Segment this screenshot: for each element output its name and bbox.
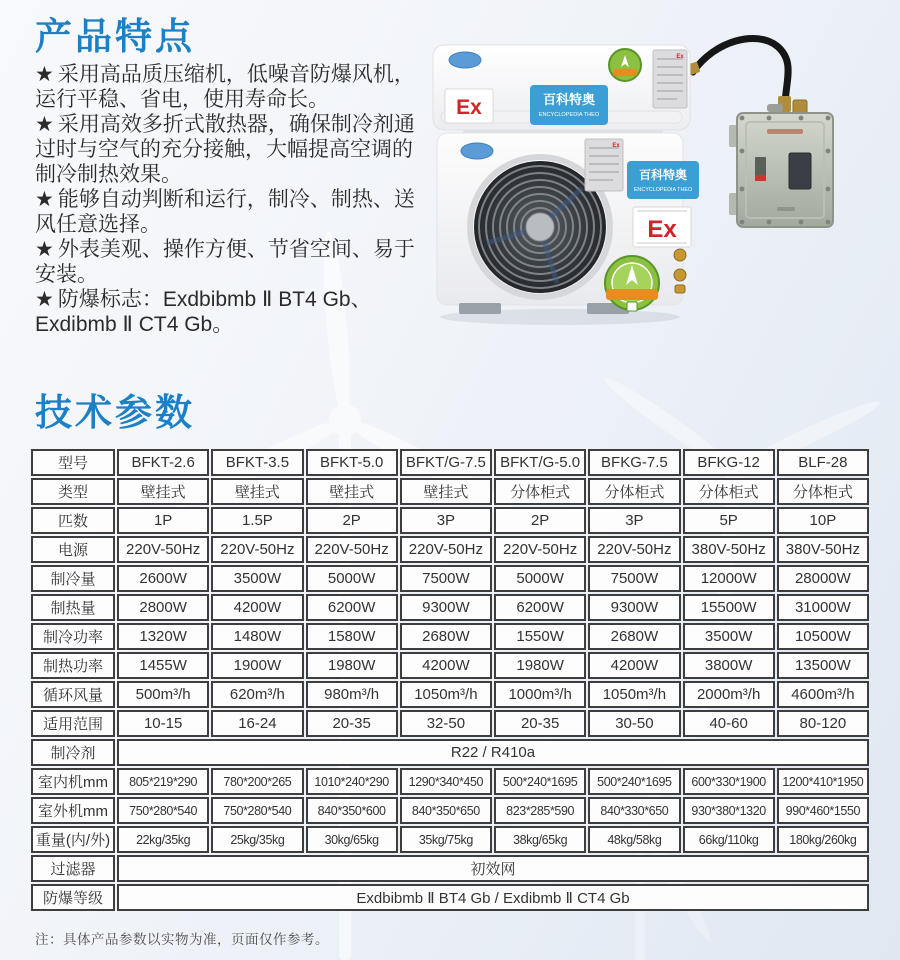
row-label: 室内机mm bbox=[31, 768, 115, 795]
spec-cell: 1980W bbox=[306, 652, 398, 679]
features-title: 产品特点 bbox=[35, 16, 195, 57]
spec-cell: 1980W bbox=[494, 652, 586, 679]
spec-cell: 66kg/110kg bbox=[683, 826, 775, 853]
brand-badge bbox=[530, 85, 608, 125]
spec-cell: 750*280*540 bbox=[117, 797, 209, 824]
row-label: 型号 bbox=[31, 449, 115, 476]
indoor-unit bbox=[433, 45, 690, 135]
spec-cell: 2000m³/h bbox=[683, 681, 775, 708]
spec-cell: BFKT-5.0 bbox=[306, 449, 398, 476]
table-row bbox=[31, 507, 869, 534]
spec-cell: 500*240*1695 bbox=[494, 768, 586, 795]
spec-cell: 80-120 bbox=[777, 710, 869, 737]
spec-cell: BFKT/G-7.5 bbox=[400, 449, 492, 476]
spec-cell: 分体柜式 bbox=[777, 478, 869, 505]
spec-cell: 15500W bbox=[683, 594, 775, 621]
spec-cell: 2P bbox=[306, 507, 398, 534]
spec-cell: 38kg/65kg bbox=[494, 826, 586, 853]
spec-cell: 10500W bbox=[777, 623, 869, 650]
spec-cell: 30kg/65kg bbox=[306, 826, 398, 853]
spec-cell: 7500W bbox=[588, 565, 680, 592]
outdoor-foot bbox=[459, 303, 501, 314]
spec-cell: BFKT/G-5.0 bbox=[494, 449, 586, 476]
row-label: 循环风量 bbox=[31, 681, 115, 708]
spec-cell: 3800W bbox=[683, 652, 775, 679]
spec-cell: 500m³/h bbox=[117, 681, 209, 708]
spec-cell: 6200W bbox=[306, 594, 398, 621]
spec-cell: 990*460*1550 bbox=[777, 797, 869, 824]
spec-cell: 13500W bbox=[777, 652, 869, 679]
spec-cell: 6200W bbox=[494, 594, 586, 621]
svg-text:百科特奥: 百科特奥 bbox=[638, 168, 688, 182]
spec-cell: 823*285*590 bbox=[494, 797, 586, 824]
spec-cell: 3500W bbox=[683, 623, 775, 650]
spec-cell: BFKG-7.5 bbox=[588, 449, 680, 476]
spec-cell: 10P bbox=[777, 507, 869, 534]
spec-cell: 35kg/75kg bbox=[400, 826, 492, 853]
spec-cell: 1290*340*450 bbox=[400, 768, 492, 795]
spec-table bbox=[29, 447, 871, 913]
star-icon: ★ bbox=[35, 63, 54, 86]
spec-cell: 840*350*650 bbox=[400, 797, 492, 824]
spec-cell: 4200W bbox=[211, 594, 303, 621]
spec-cell: 1010*240*290 bbox=[306, 768, 398, 795]
brand-badge bbox=[627, 161, 699, 199]
spec-cell: 780*200*265 bbox=[211, 768, 303, 795]
spec-cell: BFKT-3.5 bbox=[211, 449, 303, 476]
table-row bbox=[31, 826, 869, 853]
spec-cell: 30-50 bbox=[588, 710, 680, 737]
spec-cell: 3500W bbox=[211, 565, 303, 592]
spec-cell: 7500W bbox=[400, 565, 492, 592]
spec-plate bbox=[585, 139, 623, 191]
spec-cell: 2P bbox=[494, 507, 586, 534]
feature-text: 采用高效多折式散热器，确保制冷剂通过时与空气的充分接触，大幅提高空调的制冷制热效果。 bbox=[35, 113, 415, 186]
row-label: 重量(内/外) bbox=[31, 826, 115, 853]
spec-cell: 分体柜式 bbox=[494, 478, 586, 505]
spec-cell: 22kg/35kg bbox=[117, 826, 209, 853]
spec-cell: 48kg/58kg bbox=[588, 826, 680, 853]
feature-text: 能够自动判断和运行，制冷、制热、送风任意选择。 bbox=[35, 188, 415, 236]
ex-badge bbox=[633, 207, 691, 247]
row-label: 电源 bbox=[31, 536, 115, 563]
spec-cell: 220V-50Hz bbox=[306, 536, 398, 563]
spec-cell: 220V-50Hz bbox=[494, 536, 586, 563]
spec-cell: 1050m³/h bbox=[400, 681, 492, 708]
star-icon: ★ bbox=[35, 113, 54, 136]
svg-text:Ex: Ex bbox=[456, 96, 482, 119]
spec-cell: 980m³/h bbox=[306, 681, 398, 708]
ex-badge bbox=[445, 89, 493, 123]
table-row bbox=[31, 623, 869, 650]
spec-cell: 壁挂式 bbox=[117, 478, 209, 505]
spec-cell: 20-35 bbox=[494, 710, 586, 737]
spec-cell: 805*219*290 bbox=[117, 768, 209, 795]
table-row bbox=[31, 884, 869, 911]
eco-badge bbox=[609, 49, 641, 81]
spec-cell: 1200*410*1950 bbox=[777, 768, 869, 795]
spec-cell: 1P bbox=[117, 507, 209, 534]
spec-cell: 220V-50Hz bbox=[400, 536, 492, 563]
row-label: 室外机mm bbox=[31, 797, 115, 824]
table-row bbox=[31, 478, 869, 505]
spec-cell: 分体柜式 bbox=[683, 478, 775, 505]
svg-text:Ex: Ex bbox=[612, 143, 620, 149]
spec-cell: 620m³/h bbox=[211, 681, 303, 708]
spec-cell: 1550W bbox=[494, 623, 586, 650]
eco-badge bbox=[605, 256, 659, 311]
table-row bbox=[31, 449, 869, 476]
spec-cell: 2800W bbox=[117, 594, 209, 621]
spec-cell: 12000W bbox=[683, 565, 775, 592]
row-label: 制冷功率 bbox=[31, 623, 115, 650]
row-label: 类型 bbox=[31, 478, 115, 505]
spec-cell: 930*380*1320 bbox=[683, 797, 775, 824]
product-photo bbox=[415, 22, 895, 342]
feature-item bbox=[35, 287, 433, 337]
spec-cell: 1050m³/h bbox=[588, 681, 680, 708]
spec-cell: 1580W bbox=[306, 623, 398, 650]
row-label: 适用范围 bbox=[31, 710, 115, 737]
spec-cell: 2680W bbox=[588, 623, 680, 650]
svg-text:Ex: Ex bbox=[647, 216, 677, 243]
row-label: 制热功率 bbox=[31, 652, 115, 679]
spec-cell: 4200W bbox=[588, 652, 680, 679]
spec-cell: 380V-50Hz bbox=[777, 536, 869, 563]
spec-cell: 9300W bbox=[588, 594, 680, 621]
spec-cell: 840*330*650 bbox=[588, 797, 680, 824]
outdoor-unit bbox=[437, 133, 699, 325]
table-row bbox=[31, 681, 869, 708]
spec-cell: BFKG-12 bbox=[683, 449, 775, 476]
spec-cell: 5000W bbox=[306, 565, 398, 592]
power-cable bbox=[680, 38, 791, 112]
table-row bbox=[31, 594, 869, 621]
spec-cell: 750*280*540 bbox=[211, 797, 303, 824]
feature-text: 外表美观、操作方便、节省空间、易于安装。 bbox=[35, 238, 415, 286]
spec-cell: 600*330*1900 bbox=[683, 768, 775, 795]
spec-cell: 28000W bbox=[777, 565, 869, 592]
spec-cell-span: Exdbibmb Ⅱ BT4 Gb / Exdibmb Ⅱ CT4 Gb bbox=[117, 884, 869, 911]
row-label: 制热量 bbox=[31, 594, 115, 621]
features-list bbox=[35, 62, 433, 337]
row-label: 制冷剂 bbox=[31, 739, 115, 766]
spec-cell: 40-60 bbox=[683, 710, 775, 737]
spec-cell: 16-24 bbox=[211, 710, 303, 737]
table-row bbox=[31, 768, 869, 795]
spec-cell: 1455W bbox=[117, 652, 209, 679]
table-row bbox=[31, 710, 869, 737]
star-icon: ★ bbox=[35, 188, 54, 211]
spec-cell: 壁挂式 bbox=[211, 478, 303, 505]
table-row bbox=[31, 536, 869, 563]
spec-cell: 壁挂式 bbox=[306, 478, 398, 505]
svg-text:Ex: Ex bbox=[676, 54, 684, 60]
spec-cell: 25kg/35kg bbox=[211, 826, 303, 853]
feature-text: 采用高品质压缩机，低噪音防爆风机，运行平稳、省电，使用寿命长。 bbox=[35, 63, 415, 111]
valve-fittings bbox=[674, 249, 686, 293]
spec-cell: 3P bbox=[588, 507, 680, 534]
feature-text: 防爆标志：Exdbibmb Ⅱ BT4 Gb、Exdibmb Ⅱ CT4 Gb。 bbox=[35, 288, 372, 336]
spec-cell: 500*240*1695 bbox=[588, 768, 680, 795]
row-label: 过滤器 bbox=[31, 855, 115, 882]
spec-cell: BFKT-2.6 bbox=[117, 449, 209, 476]
row-label: 防爆等级 bbox=[31, 884, 115, 911]
spec-cell: 10-15 bbox=[117, 710, 209, 737]
spec-cell: 32-50 bbox=[400, 710, 492, 737]
spec-cell: 220V-50Hz bbox=[588, 536, 680, 563]
spec-cell: 20-35 bbox=[306, 710, 398, 737]
star-icon: ★ bbox=[35, 288, 54, 311]
spec-cell: 1320W bbox=[117, 623, 209, 650]
table-row bbox=[31, 855, 869, 882]
spec-cell: BLF-28 bbox=[777, 449, 869, 476]
feature-item bbox=[35, 62, 433, 112]
spec-cell: 220V-50Hz bbox=[117, 536, 209, 563]
spec-cell: 840*350*600 bbox=[306, 797, 398, 824]
spec-cell: 分体柜式 bbox=[588, 478, 680, 505]
feature-item bbox=[35, 112, 433, 187]
spec-cell: 9300W bbox=[400, 594, 492, 621]
disclaimer-note: 注：具体产品参数以实物为准，页面仅作参考。 bbox=[35, 932, 329, 947]
star-icon: ★ bbox=[35, 238, 54, 261]
spec-cell: 2600W bbox=[117, 565, 209, 592]
spec-cell: 380V-50Hz bbox=[683, 536, 775, 563]
row-label: 制冷量 bbox=[31, 565, 115, 592]
spec-cell: 1000m³/h bbox=[494, 681, 586, 708]
spec-cell: 壁挂式 bbox=[400, 478, 492, 505]
brand-oval-badge bbox=[461, 143, 493, 159]
spec-cell: 5P bbox=[683, 507, 775, 534]
spec-cell: 1.5P bbox=[211, 507, 303, 534]
spec-cell: 31000W bbox=[777, 594, 869, 621]
inspection-window bbox=[789, 153, 811, 189]
row-label: 匹数 bbox=[31, 507, 115, 534]
svg-text:百科特奥: 百科特奥 bbox=[542, 92, 596, 107]
specs-title: 技术参数 bbox=[35, 392, 195, 433]
spec-cell: 180kg/260kg bbox=[777, 826, 869, 853]
table-row bbox=[31, 739, 869, 766]
spec-cell: 4200W bbox=[400, 652, 492, 679]
svg-text:ENCYCLOPEDIA THEO: ENCYCLOPEDIA THEO bbox=[538, 112, 600, 118]
spec-cell: 5000W bbox=[494, 565, 586, 592]
feature-item bbox=[35, 187, 433, 237]
spec-cell: 1480W bbox=[211, 623, 303, 650]
table-row bbox=[31, 797, 869, 824]
spec-cell: 220V-50Hz bbox=[211, 536, 303, 563]
table-row bbox=[31, 652, 869, 679]
spec-cell-span: 初效网 bbox=[117, 855, 869, 882]
spec-cell: 3P bbox=[400, 507, 492, 534]
spec-plate bbox=[653, 50, 687, 108]
spec-cell: 1900W bbox=[211, 652, 303, 679]
spec-cell: 4600m³/h bbox=[777, 681, 869, 708]
spec-cell: 2680W bbox=[400, 623, 492, 650]
spec-cell-span: R22 / R410a bbox=[117, 739, 869, 766]
feature-item bbox=[35, 237, 433, 287]
svg-text:ENCYCLOPEDIA THEO: ENCYCLOPEDIA THEO bbox=[633, 187, 693, 193]
junction-box bbox=[729, 100, 833, 227]
table-row bbox=[31, 565, 869, 592]
spec-table-body bbox=[31, 449, 869, 911]
brand-oval-badge bbox=[449, 52, 481, 68]
